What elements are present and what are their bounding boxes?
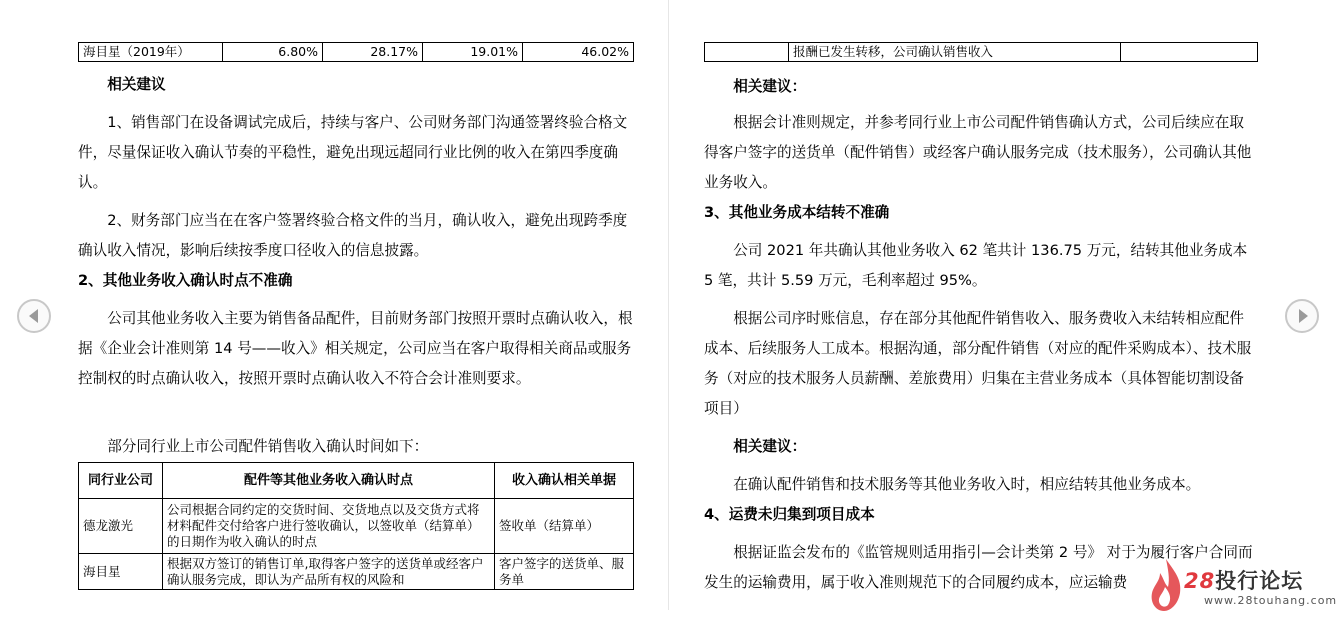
table-header: 同行业公司 — [79, 463, 163, 499]
table-intro: 部分同行业上市公司配件销售收入确认时间如下： — [107, 438, 429, 455]
body-paragraph: 根据证监会发布的《监管规则适用指引—会计类第 2 号》 对于为履行客户合同而发生的运输费用，属于收入准则规范下的合同履约成本，应运输费 — [704, 544, 1253, 591]
section-heading: 4、运费未归集到项目成本 — [704, 506, 875, 523]
section-heading: 2、其他业务收入确认时点不准确 — [78, 272, 293, 289]
body-paragraph: 公司其他业务收入主要为销售备品配件，目前财务部门按照开票时点确认收入，根据《企业会计准则第 14 号——收入》相关规定，公司应当在客户取得相关商品或服务控制权的时点确认收入，按照开票时点确认收入不符合会计准则要求。 — [78, 310, 633, 387]
chevron-left-icon — [29, 309, 38, 323]
body-paragraph: 公司 2021 年共确认其他业务收入 62 笔共计 136.75 万元，结转其他业务成本 5 笔，共计 5.59 万元，毛利率超过 95%。 — [704, 242, 1248, 289]
chevron-right-icon — [1299, 309, 1308, 323]
ratio-cell: 46.02% — [523, 43, 634, 62]
timing-cell: 公司根据合同约定的交货时间、交货地点以及交货方式将材料配件交付给客户进行签收确认，以签收单（结算单）的日期作为收入确认的时点 — [163, 499, 495, 554]
company-cell: 德龙激光 — [79, 499, 163, 554]
flame-logo-icon — [1146, 557, 1186, 613]
table-row — [79, 499, 634, 554]
advice-paragraph: 2、财务部门应当在在客户签署终验合格文件的当月，确认收入，避免出现跨季度确认收入情况，影响后续按季度口径收入的信息披露。 — [78, 212, 628, 259]
section-heading: 3、其他业务成本结转不准确 — [704, 204, 890, 221]
company-cell: 海目星 — [79, 554, 163, 590]
advice-paragraph: 根据会计准则规定，并参考同行业上市公司配件销售确认方式，公司后续应在取得客户签字的送货单（配件销售）或经客户确认服务完成（技术服务），公司确认其他业务收入。 — [704, 114, 1252, 191]
table-header-row — [79, 463, 634, 499]
ratio-cell: 19.01% — [423, 43, 523, 62]
next-page-button[interactable] — [1285, 299, 1319, 333]
timing-cell: 根据双方签订的销售订单,取得客户签字的送货单或经客户确认服务完成，即认为产品所有权的风险和 — [163, 554, 495, 590]
revenue-timing-table — [78, 462, 634, 590]
table-header: 配件等其他业务收入确认时点 — [163, 463, 495, 499]
table-header: 收入确认相关单据 — [495, 463, 634, 499]
advice-heading: 相关建议 — [107, 76, 166, 93]
company-cell: 海目星（2019年） — [79, 43, 223, 62]
docs-cell: 签收单（结算单） — [495, 499, 634, 554]
advice-paragraph: 在确认配件销售和技术服务等其他业务收入时，相应结转其他业务成本。 — [733, 476, 1201, 493]
docs-cell: 客户签字的送货单、服务单 — [495, 554, 634, 590]
continued-table-row — [704, 42, 1258, 62]
ratio-cell: 28.17% — [323, 43, 423, 62]
body-paragraph: 根据公司序时账信息，存在部分其他配件销售收入、服务费收入未结转相应配件成本、后续服务人工成本。根据沟通，部分配件销售（对应的配件采购成本）、技术服务（对应的技术服务人员薪酬、差旅费用）归集在主营业务成本（具体智能切割设备项目） — [704, 310, 1252, 417]
watermark-url: www.28touhang.com — [1204, 594, 1337, 607]
advice-heading: 相关建议： — [733, 438, 807, 455]
page-divider — [668, 0, 669, 610]
watermark-title: 28投行论坛 — [1184, 569, 1304, 593]
advice-paragraph: 1、销售部门在设备调试完成后，持续与客户、公司财务部门沟通签署终验合格文件，尽量保证收入确认节奏的平稳性，避免出现远超同行业比例的收入在第四季度确认。 — [78, 114, 628, 191]
prev-page-button[interactable] — [17, 299, 51, 333]
comparison-table-top-row — [78, 42, 634, 62]
advice-heading: 相关建议： — [733, 78, 807, 95]
ratio-cell: 6.80% — [223, 43, 323, 62]
timing-cell: 报酬已发生转移，公司确认销售收入 — [789, 43, 1121, 62]
table-row — [79, 554, 634, 590]
site-watermark — [1146, 557, 1337, 613]
